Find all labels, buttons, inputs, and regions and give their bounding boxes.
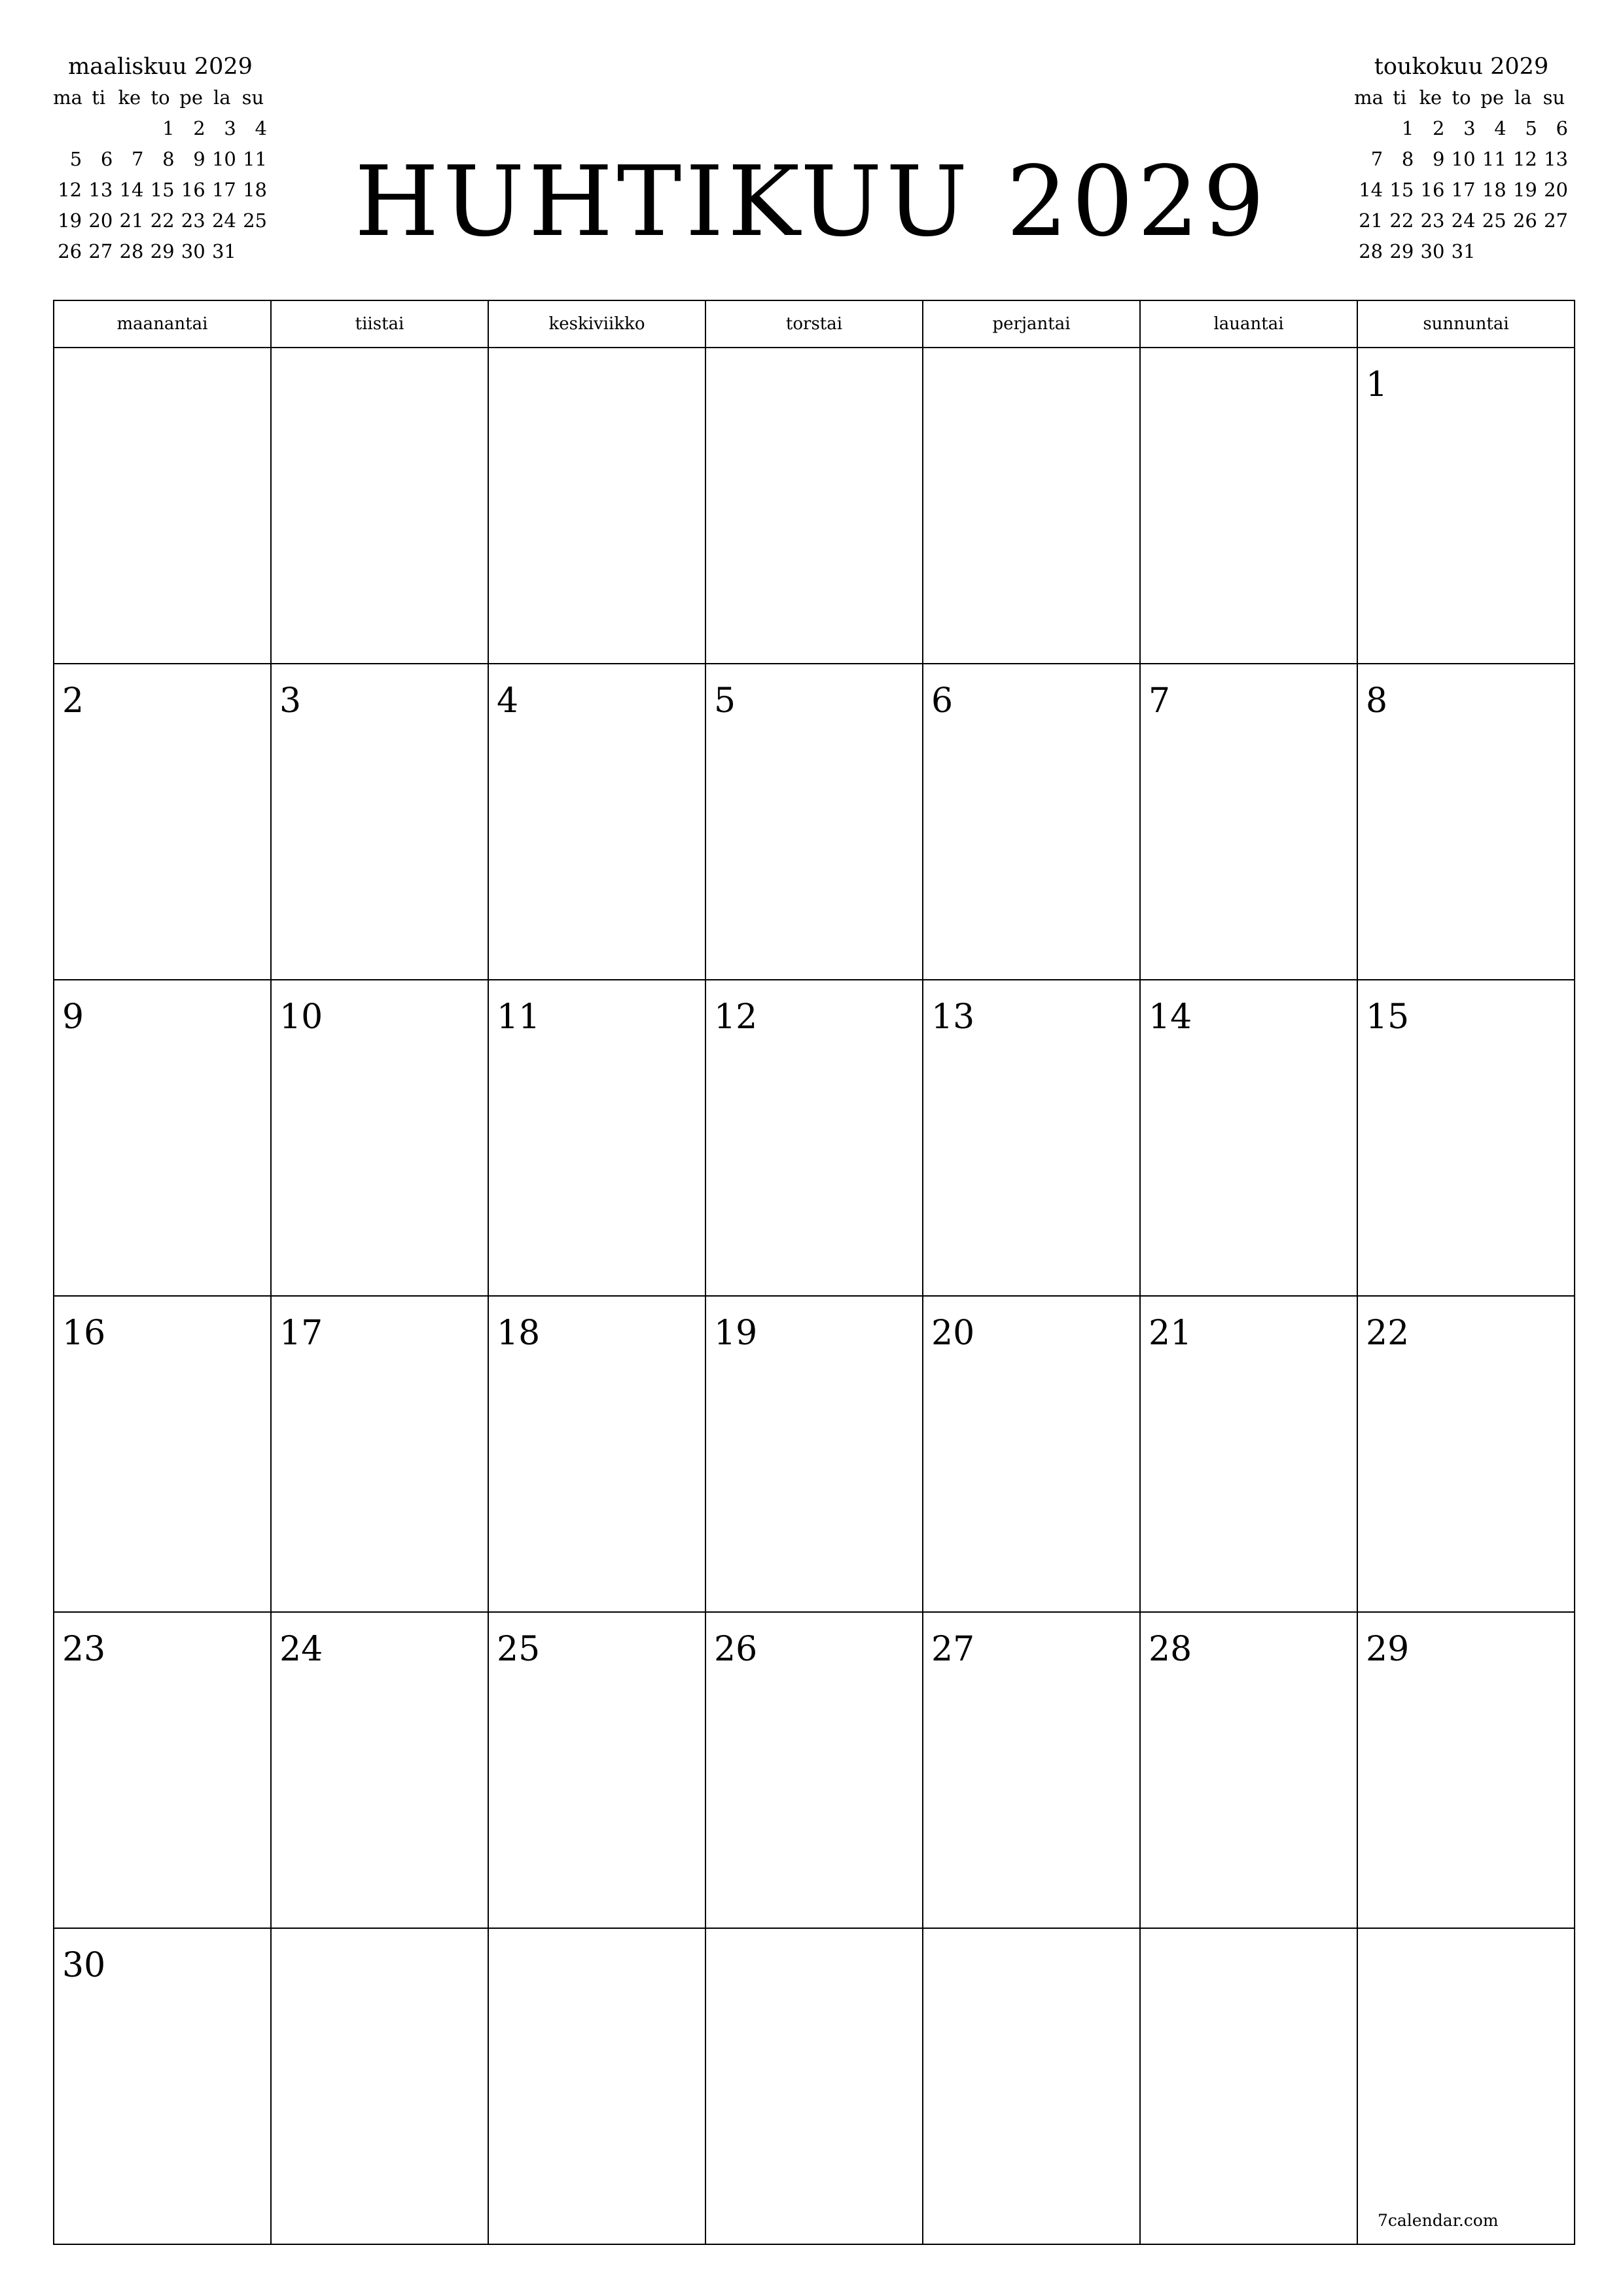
prev-day: 7 <box>131 148 144 170</box>
prev-day: 13 <box>88 179 113 201</box>
day-number <box>1358 1929 1574 1946</box>
prev-day: 10 <box>211 148 236 170</box>
day-number: 29 <box>1366 1630 1410 1669</box>
prev-day: 22 <box>150 209 175 232</box>
day-cell <box>488 1296 705 1612</box>
day-cell <box>271 1612 488 1928</box>
week-row <box>54 664 1575 980</box>
day-number: 27 <box>931 1630 975 1669</box>
day-cell <box>923 664 1140 980</box>
next-month-week <box>1353 113 1569 144</box>
day-cell <box>54 348 271 664</box>
day-number: 21 <box>1149 1314 1192 1353</box>
day-number: 15 <box>1366 997 1410 1037</box>
next-day: 7 <box>1370 148 1383 170</box>
prev-day: 24 <box>211 209 236 232</box>
day-cell <box>705 664 923 980</box>
next-day: 19 <box>1512 179 1537 201</box>
day-number: 12 <box>714 997 758 1037</box>
day-cell <box>271 348 488 664</box>
day-cell <box>923 1612 1140 1928</box>
day-number: 7 <box>1149 681 1171 721</box>
day-number <box>1141 348 1357 365</box>
week-row <box>54 348 1575 664</box>
prev-day: 6 <box>100 148 113 170</box>
day-cell <box>271 1296 488 1612</box>
day-number: 6 <box>931 681 954 721</box>
prev-day: 21 <box>119 209 144 232</box>
day-cell <box>1140 664 1357 980</box>
day-cell <box>488 664 705 980</box>
weekday-header: perjantai <box>923 300 1140 348</box>
day-number <box>923 348 1139 365</box>
prev-weekday: su <box>241 86 264 109</box>
day-cell <box>488 1612 705 1928</box>
next-day: 10 <box>1451 148 1476 170</box>
prev-day: 25 <box>243 209 267 232</box>
day-cell <box>705 980 923 1296</box>
next-weekday: pe <box>1480 86 1504 109</box>
month-grid <box>53 300 1575 2245</box>
prev-day: 9 <box>193 148 205 170</box>
prev-day: 16 <box>181 179 205 201</box>
prev-day: 14 <box>119 179 144 201</box>
next-weekday: ma <box>1354 86 1383 109</box>
prev-day: 4 <box>255 117 267 139</box>
next-day: 31 <box>1451 240 1476 262</box>
next-day: 21 <box>1359 209 1383 232</box>
day-number: 3 <box>279 681 302 721</box>
next-day: 2 <box>1432 117 1445 139</box>
next-weekday: su <box>1543 86 1565 109</box>
day-cell <box>923 348 1140 664</box>
day-number: 19 <box>714 1314 758 1353</box>
day-number: 28 <box>1149 1630 1192 1669</box>
prev-month-weekday-row <box>52 82 268 113</box>
day-cell <box>54 1296 271 1612</box>
next-day: 13 <box>1544 148 1568 170</box>
next-day: 17 <box>1451 179 1476 201</box>
day-number: 24 <box>279 1630 323 1669</box>
next-day: 11 <box>1482 148 1507 170</box>
day-cell <box>488 980 705 1296</box>
prev-day: 5 <box>69 148 82 170</box>
next-day <box>1353 113 1384 144</box>
watermark: 7calendar.com <box>1378 2211 1499 2230</box>
weekday-header: maanantai <box>54 300 271 348</box>
prev-day: 17 <box>211 179 236 201</box>
day-cell <box>705 1928 923 2244</box>
day-number <box>272 348 488 365</box>
weekday-header: tiistai <box>271 300 488 348</box>
day-cell <box>1140 1928 1357 2244</box>
day-number <box>54 348 270 365</box>
next-day: 16 <box>1420 179 1445 201</box>
day-cell <box>1357 348 1575 664</box>
next-day: 23 <box>1420 209 1445 232</box>
day-number: 5 <box>714 681 736 721</box>
day-number <box>706 1929 922 1946</box>
next-day: 28 <box>1359 240 1383 262</box>
day-number: 10 <box>279 997 323 1037</box>
prev-weekday: ke <box>118 86 141 109</box>
prev-day: 28 <box>119 240 144 262</box>
prev-day: 26 <box>58 240 82 262</box>
day-cell <box>1357 1612 1575 1928</box>
prev-day <box>52 113 83 144</box>
next-day: 30 <box>1420 240 1445 262</box>
prev-day: 15 <box>150 179 175 201</box>
week-row <box>54 980 1575 1296</box>
next-month-weekday-row <box>1353 82 1569 113</box>
prev-weekday: la <box>213 86 231 109</box>
day-number: 1 <box>1366 365 1388 404</box>
next-day: 25 <box>1482 209 1507 232</box>
next-day: 18 <box>1482 179 1507 201</box>
weekday-header: sunnuntai <box>1357 300 1575 348</box>
day-cell <box>1140 348 1357 664</box>
prev-day: 27 <box>88 240 113 262</box>
day-cell <box>1357 1928 1575 2244</box>
week-row <box>54 1296 1575 1612</box>
next-weekday: ti <box>1393 86 1407 109</box>
prev-day <box>114 113 145 144</box>
next-day: 12 <box>1512 148 1537 170</box>
day-number: 16 <box>62 1314 106 1353</box>
day-number: 13 <box>931 997 975 1037</box>
day-cell <box>1357 1296 1575 1612</box>
day-number: 23 <box>62 1630 106 1669</box>
next-day: 26 <box>1512 209 1537 232</box>
day-cell <box>923 980 1140 1296</box>
week-row <box>54 1928 1575 2244</box>
next-day: 15 <box>1389 179 1414 201</box>
prev-weekday: ti <box>92 86 106 109</box>
prev-day: 19 <box>58 209 82 232</box>
day-cell <box>271 664 488 980</box>
next-day: 9 <box>1432 148 1445 170</box>
weekday-header-row <box>54 300 1575 348</box>
day-cell <box>705 1612 923 1928</box>
next-day: 5 <box>1525 117 1537 139</box>
next-day: 29 <box>1389 240 1414 262</box>
prev-day <box>83 113 114 144</box>
day-number: 30 <box>62 1946 106 1985</box>
day-number: 20 <box>931 1314 975 1353</box>
next-month-title: toukokuu 2029 <box>1374 54 1549 80</box>
day-number <box>706 348 922 365</box>
day-number: 18 <box>497 1314 541 1353</box>
day-cell <box>271 1928 488 2244</box>
next-day: 22 <box>1389 209 1414 232</box>
prev-day: 18 <box>243 179 267 201</box>
next-day: 14 <box>1359 179 1383 201</box>
day-number: 4 <box>497 681 519 721</box>
day-number: 11 <box>497 997 541 1037</box>
day-cell <box>488 1928 705 2244</box>
prev-weekday: to <box>151 86 170 109</box>
day-number <box>272 1929 488 1946</box>
week-row <box>54 1612 1575 1928</box>
day-number: 25 <box>497 1630 541 1669</box>
next-day: 3 <box>1463 117 1476 139</box>
next-day: 8 <box>1401 148 1414 170</box>
day-number <box>489 348 705 365</box>
prev-day: 8 <box>162 148 175 170</box>
day-cell <box>1357 664 1575 980</box>
prev-day: 30 <box>181 240 205 262</box>
day-cell <box>54 664 271 980</box>
day-cell <box>923 1928 1140 2244</box>
day-number: 22 <box>1366 1314 1410 1353</box>
day-cell <box>1140 980 1357 1296</box>
prev-day: 11 <box>243 148 267 170</box>
day-cell <box>705 1296 923 1612</box>
next-weekday: to <box>1452 86 1471 109</box>
page-title: HUHTIKUU 2029 <box>354 145 1269 258</box>
prev-month-week <box>52 113 268 144</box>
day-number: 14 <box>1149 997 1192 1037</box>
day-cell <box>923 1296 1140 1612</box>
day-cell <box>54 1928 271 2244</box>
prev-day: 31 <box>211 240 236 262</box>
weekday-header: lauantai <box>1140 300 1357 348</box>
day-cell <box>1140 1296 1357 1612</box>
day-number: 8 <box>1366 681 1388 721</box>
day-cell <box>705 348 923 664</box>
next-day: 1 <box>1401 117 1414 139</box>
next-day: 4 <box>1494 117 1507 139</box>
weekday-header: keskiviikko <box>488 300 705 348</box>
day-number: 17 <box>279 1314 323 1353</box>
next-day: 6 <box>1556 117 1568 139</box>
prev-month-title: maaliskuu 2029 <box>68 54 253 80</box>
day-cell <box>488 348 705 664</box>
next-weekday: la <box>1514 86 1532 109</box>
day-cell <box>1140 1612 1357 1928</box>
prev-day: 1 <box>162 117 175 139</box>
next-day: 27 <box>1544 209 1568 232</box>
day-number: 2 <box>62 681 84 721</box>
prev-day: 2 <box>193 117 205 139</box>
day-cell <box>54 1612 271 1928</box>
next-weekday: ke <box>1419 86 1442 109</box>
day-cell <box>1357 980 1575 1296</box>
prev-day: 23 <box>181 209 205 232</box>
day-number <box>1141 1929 1357 1946</box>
day-cell <box>54 980 271 1296</box>
prev-day: 20 <box>88 209 113 232</box>
prev-day: 3 <box>224 117 236 139</box>
prev-weekday: pe <box>179 86 203 109</box>
prev-weekday: ma <box>53 86 82 109</box>
day-number <box>923 1929 1139 1946</box>
next-day: 24 <box>1451 209 1476 232</box>
weekday-header: torstai <box>705 300 923 348</box>
day-number <box>489 1929 705 1946</box>
next-day: 20 <box>1544 179 1568 201</box>
prev-day: 12 <box>58 179 82 201</box>
prev-day: 29 <box>150 240 175 262</box>
day-number: 9 <box>62 997 84 1037</box>
day-number: 26 <box>714 1630 758 1669</box>
day-cell <box>271 980 488 1296</box>
